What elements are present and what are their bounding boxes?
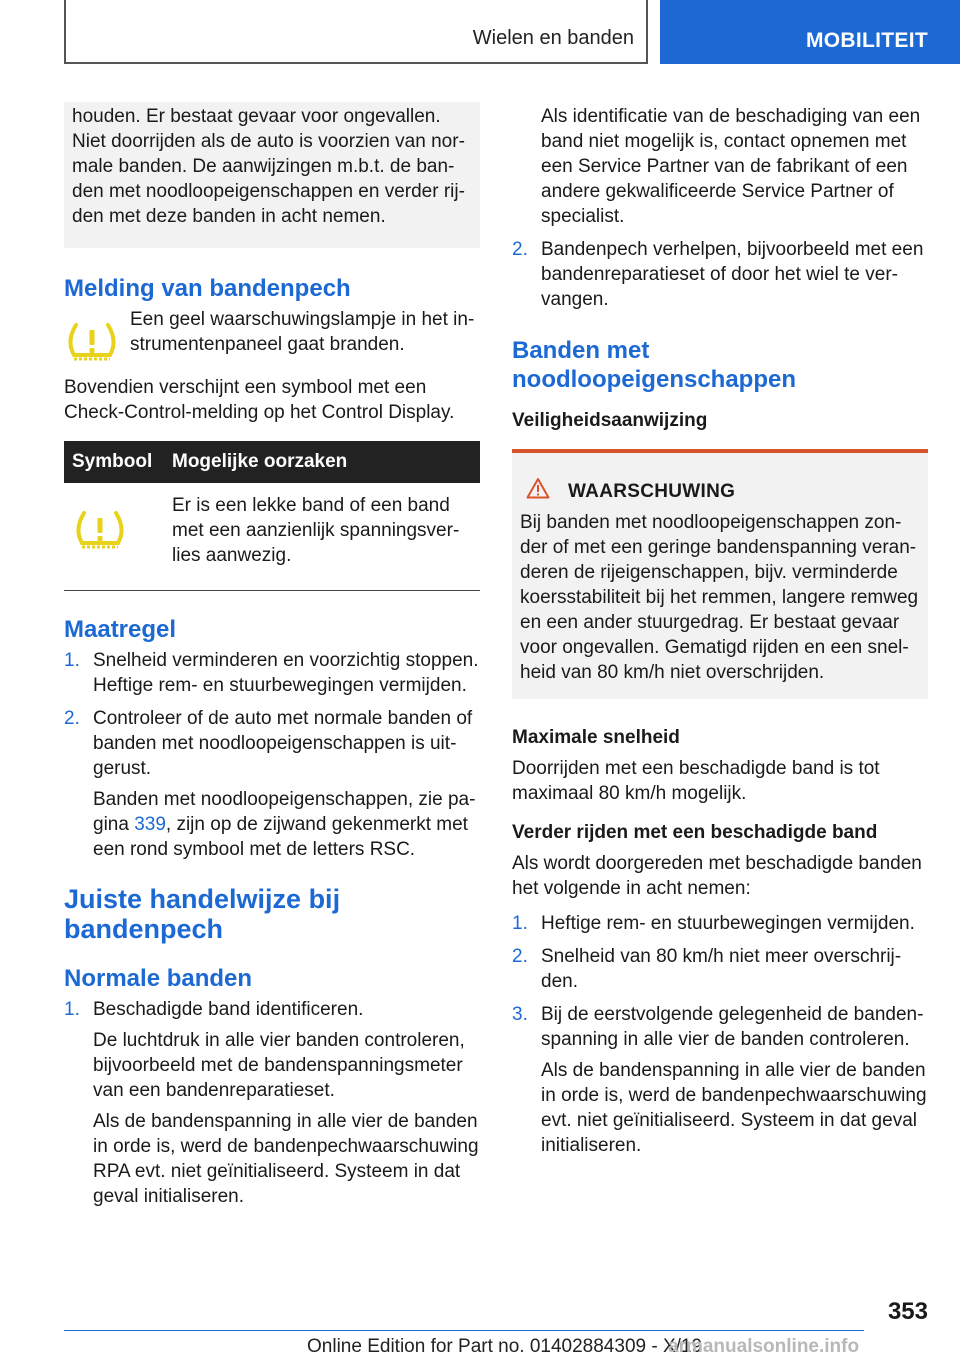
- normale-heading: Normale banden: [64, 965, 253, 992]
- rsc-heading: Banden met noodloopeigenschappen: [512, 337, 797, 393]
- table-cell-causes: Er is een lekke band of een band met een aanzienlijk spanningsverlies aanwezig.: [164, 483, 480, 591]
- table-cell-symbol: [64, 483, 164, 591]
- footer-edition: Online Edition for Part no. 01402884309 - X/19: [307, 1336, 703, 1357]
- melding-heading: Melding van bandenpech: [64, 275, 351, 302]
- chapter-title: MOBILITEIT: [806, 29, 928, 52]
- step-text: Bij de eerstvolgende gelegenheid de bandenspanning in alle vier de banden controleren.: [541, 1004, 924, 1050]
- step-number: 2.: [512, 946, 528, 967]
- page-link[interactable]: 339: [134, 814, 166, 835]
- step-text: Bandenpech verhelpen, bijvoorbeeld met een bandenreparatieset of door het wiel te vervangen.: [541, 239, 924, 310]
- step-subtext: Als de bandenspanning in alle vier de banden in orde is, werd de bandenpechwaarschuwing RPA evt. niet geïnitialiseerd. Systeem in dat geval initialiseren.: [93, 1111, 479, 1207]
- list-item: [64, 706, 480, 862]
- step-text: Controleer of de auto met normale banden of banden met noodloopeigenschappen is uitgerust.: [93, 708, 473, 779]
- list-item: [64, 997, 480, 1209]
- step-number: 1.: [64, 650, 80, 671]
- table-header-causes: Mogelijke oorzaken: [164, 441, 480, 483]
- normale-list: [64, 997, 480, 1209]
- step-number: 1.: [64, 999, 80, 1020]
- page-number: 353: [887, 1298, 928, 1325]
- subtext-pre: Banden met noodloopeigenschappen, zie pagina: [93, 789, 476, 835]
- verder-list: [512, 911, 928, 1158]
- list-item: [512, 237, 928, 312]
- step-number: 1.: [512, 913, 528, 934]
- verder-heading: Verder rijden met een beschadigde band: [512, 822, 878, 843]
- step-number: 2.: [64, 708, 80, 729]
- footer-divider: [64, 1330, 864, 1331]
- symbol-table: [64, 441, 480, 591]
- note-text: houden. Er bestaat gevaar voor ongevallen. Niet doorrijden als de auto is voorzien van normale banden. De aanwijzingen m.b.t. de banden met noodloopeigenschappen en verder rijden met deze banden in acht nemen.: [72, 106, 465, 227]
- maatregel-heading: Maatregel: [64, 616, 177, 643]
- verder-text: Als wordt doorgereden met beschadigde banden het volgende in acht nemen:: [512, 853, 922, 899]
- juiste-heading: Juiste handelwijze bij bandenpech: [64, 884, 341, 944]
- warning-title-row: [520, 477, 920, 506]
- table-header-symbol: Symbool: [64, 441, 164, 483]
- step-text: Beschadigde band identificeren.: [93, 999, 364, 1020]
- step-subtext: De luchtdruk in alle vier banden controleren, bijvoorbeeld met de bandenspanningsmeter van een bandenreparatieset.: [93, 1030, 465, 1101]
- list-item: [512, 944, 928, 994]
- watermark: armanualsonline.info: [668, 1336, 860, 1357]
- chapter-tab[interactable]: [660, 0, 960, 64]
- tire-warning-icon: [64, 307, 130, 363]
- maatregel-list: [64, 648, 480, 862]
- step-text: Heftige rem- en stuurbewegingen vermijden.: [541, 913, 915, 934]
- max-text: Doorrijden met een beschadigde band is tot maximaal 80 km/h mogelijk.: [512, 758, 880, 804]
- melding-row: [64, 307, 480, 363]
- section-title: Wielen en banden: [472, 27, 634, 49]
- warning-triangle-icon: [526, 477, 568, 506]
- tire-warning-icon: [72, 535, 128, 556]
- step-subtext: [93, 787, 480, 862]
- veiligheid-heading: Veiligheidsaanwijzing: [512, 410, 708, 431]
- left-column: [64, 102, 480, 1209]
- max-heading: Maximale snelheid: [512, 727, 680, 748]
- step-text: Snelheid van 80 km/h niet meer overschrijden.: [541, 946, 902, 992]
- table-header-row: [64, 441, 480, 483]
- section-header: [64, 0, 648, 64]
- melding-text: Een geel waarschuwingslampje in het instrumentenpaneel gaat branden.: [130, 309, 475, 355]
- list-item: [512, 911, 928, 936]
- list-item: [64, 648, 480, 698]
- step-text: Snelheid verminderen en voorzichtig stoppen. Heftige rem- en stuurbewegingen vermijden.: [93, 650, 479, 696]
- table-row: [64, 483, 480, 591]
- continued-list: [512, 237, 928, 312]
- warning-text: Bij banden met noodloopeigenschappen zonder of met een geringe bandenspanning veranderen de rijeigenschappen, bijv. verminderde koersstabiliteit bij het remmen, langere remweg en een ander stuurgedrag. Er bestaat gevaar voor ongevallen. Gematigd rijden en een snelheid van 80 km/h niet overschrijden.: [520, 512, 919, 683]
- step-number: 3.: [512, 1004, 528, 1025]
- warning-title: WAARSCHUWING: [568, 481, 736, 502]
- step-subtext: Als de bandenspanning in alle vier de banden in orde is, werd de bandenpechwaarschuwing evt. niet geïnitialiseerd. Systeem in dat geval initialiseren.: [541, 1060, 927, 1156]
- warning-box: [512, 449, 928, 699]
- step-number: 2.: [512, 239, 528, 260]
- note-box: [64, 102, 480, 248]
- bovendien-text: Bovendien verschijnt een symbool met een Check-Control-melding op het Control Display.: [64, 377, 455, 423]
- subtext-post: , zijn op de zijwand gekenmerkt met een rond symbool met de letters RSC.: [93, 814, 468, 860]
- right-column: [512, 102, 928, 1158]
- continued-text: Als identificatie van de beschadiging van een band niet mogelijk is, contact opnemen met een Service Partner van de fabrikant of een andere gekwalificeerde Service Partner of specialist.: [541, 106, 921, 227]
- list-item: [512, 1002, 928, 1158]
